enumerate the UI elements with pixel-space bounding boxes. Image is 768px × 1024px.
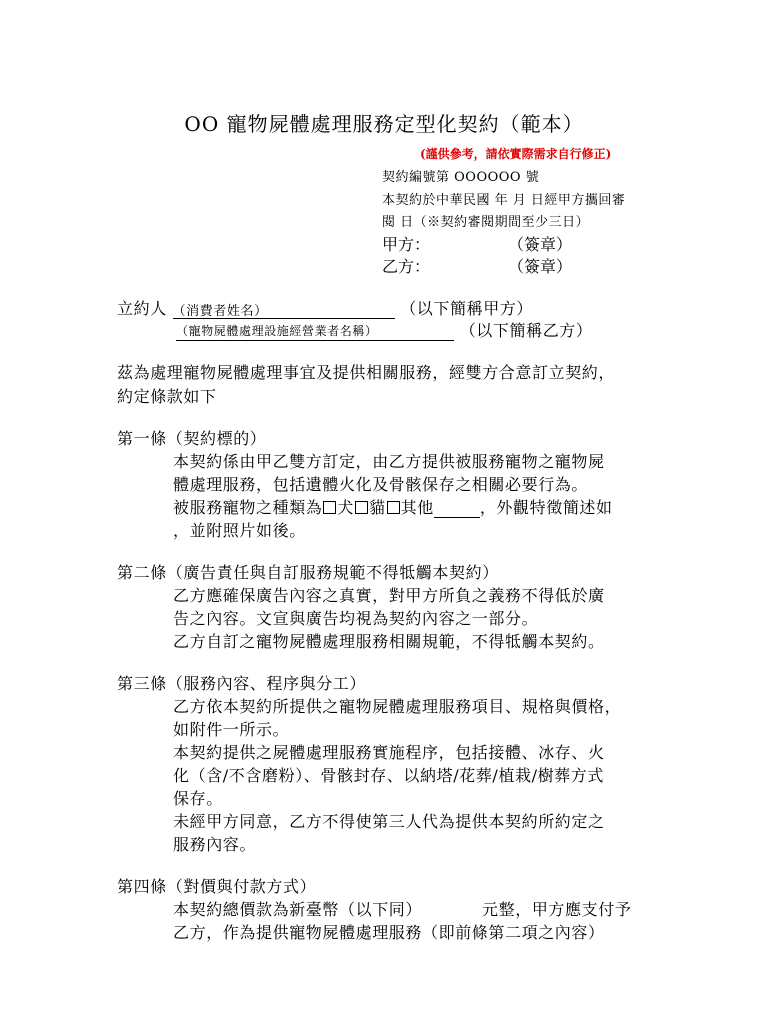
article-2-line-1: 乙方應確保廣告內容之真實，對甲方所負之義務不得低於廣: [173, 586, 605, 605]
reference-note: (謹供參考，請依實際需求自行修正): [420, 147, 612, 161]
contract-title: OO 寵物屍體處理服務定型化契約（範本）: [184, 112, 584, 136]
article-3-line-2: 如附件一所示。: [173, 720, 290, 739]
article-2-heading: 第二條（廣告責任與自訂服務規範不得牴觸本契約）: [117, 563, 499, 582]
other-checkbox[interactable]: [387, 501, 400, 514]
consumer-name-field[interactable]: [173, 300, 395, 319]
consumer-name-placeholder: （消費者姓名）: [172, 304, 268, 319]
article-1-line-1: 本契約係由甲乙雙方訂定，由乙方提供被服務寵物之寵物屍: [173, 452, 605, 471]
signatory-b-suffix: （以下簡稱乙方）: [459, 321, 593, 340]
article-1-line-3: [173, 495, 613, 518]
operator-name-field[interactable]: [176, 322, 454, 341]
article-3-line-3: 本契約提供之屍體處理服務實施程序，包括接體、冰存、火: [173, 743, 605, 762]
total-price-suffix: 元整，甲方應支付予: [482, 900, 632, 919]
total-price-prefix: 本契約總價款為新臺幣（以下同）: [173, 900, 423, 919]
preamble-line-1: 茲為處理寵物屍體處理事宜及提供相關服務，經雙方合意訂立契約，: [117, 363, 616, 382]
cat-checkbox[interactable]: [355, 501, 368, 514]
party-a-label: 甲方：: [382, 235, 431, 254]
article-1-heading: 第一條（契約標的）: [117, 429, 267, 448]
article-3-line-5: 保存。: [173, 789, 223, 808]
article-1-line-2: 體處理服務，包括遺體火化及骨骸保存之相關必要行為。: [173, 475, 589, 494]
signatory-prefix: 立約人: [117, 299, 167, 318]
signatory-a-line: [117, 296, 533, 319]
review-period-line-2: 閱 日（※契約審閱期間至少三日）: [382, 215, 590, 230]
article-3-line-4: 化（含/不含磨粉）、骨骸封存、以納塔/花葬/植栽/樹葬方式: [173, 766, 604, 785]
article-3-heading: 第三條（服務內容、程序與分工）: [117, 674, 367, 693]
other-option-label: 其他: [400, 498, 434, 517]
article-3-line-1: 乙方依本契約所提供之寵物屍體處理服務項目、規格與價格，: [173, 697, 622, 716]
party-b-signature: （簽章）: [508, 257, 573, 276]
preamble-line-2: 約定條款如下: [117, 387, 217, 406]
signatory-b-line: [176, 318, 593, 341]
article-2-line-3: 乙方自訂之寵物屍體處理服務相關規範，不得牴觸本契約。: [173, 632, 605, 651]
dog-checkbox[interactable]: [323, 501, 336, 514]
other-pet-field[interactable]: [434, 499, 480, 518]
party-a-signature: （簽章）: [508, 235, 573, 254]
review-period-line-1: 本契約於中華民國 年 月 日經甲方攜回審: [382, 193, 626, 208]
party-b-label: 乙方：: [382, 257, 431, 276]
article-3-line-6: 未經甲方同意，乙方不得使第三人代為提供本契約所約定之: [173, 812, 605, 831]
contract-number: 契約編號第 OOOOOO 號: [382, 170, 540, 185]
signatory-a-suffix: （以下簡稱甲方）: [400, 299, 533, 318]
cat-option-label: 貓: [369, 498, 386, 517]
pet-type-prefix: 被服務寵物之種類為: [173, 498, 323, 517]
article-4-line-1: [173, 897, 631, 920]
article-1-line-4: ，並附照片如後。: [173, 521, 306, 540]
dog-option-label: 犬: [337, 498, 355, 517]
article-4-line-2: 乙方，作為提供寵物屍體處理服務（即前條第二項之內容）: [173, 923, 605, 942]
article-4-heading: 第四條（對價與付款方式）: [117, 877, 317, 896]
pet-features-text: ，外觀特徵簡述如: [479, 498, 613, 517]
article-2-line-2: 告之內容。文宣與廣告均視為契約內容之一部分。: [173, 609, 539, 628]
operator-name-placeholder: （寵物屍體處理設施經營業者名稱）: [176, 324, 378, 338]
article-3-line-7: 服務內容。: [173, 835, 257, 854]
